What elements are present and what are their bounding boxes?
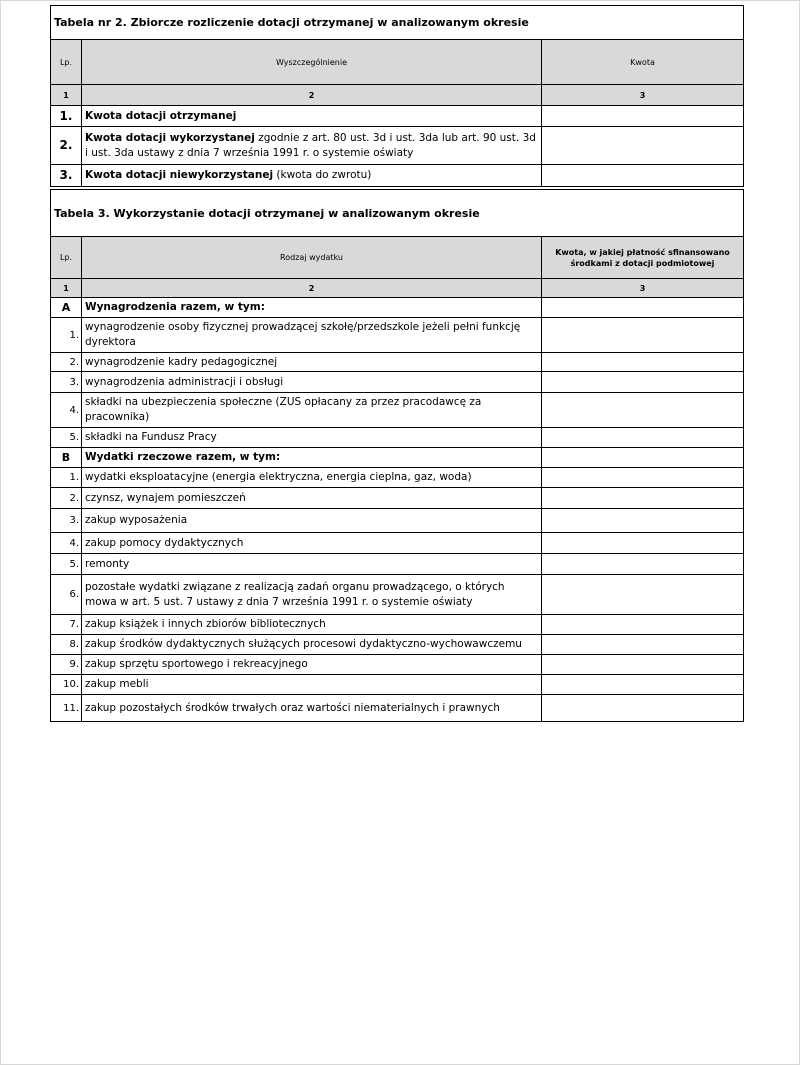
item-description: czynsz, wynajem pomieszczeń	[82, 488, 542, 509]
item-description: wynagrodzenie osoby fizycznej prowadzącej szkołę/przedszkole jeżeli pełni funkcję dyrektora	[82, 318, 542, 353]
amount-cell[interactable]	[542, 575, 744, 615]
amount-cell[interactable]	[542, 448, 744, 468]
table-row	[51, 488, 744, 509]
row-number: 1.	[51, 106, 82, 127]
section-letter: B	[51, 448, 82, 468]
item-description: zakup wyposażenia	[82, 509, 542, 533]
amount-cell[interactable]	[542, 488, 744, 509]
table2-header-lp: Lp.	[51, 40, 82, 85]
item-number: 2.	[51, 488, 82, 509]
table-row	[51, 318, 744, 353]
item-description: zakup mebli	[82, 675, 542, 695]
item-description: remonty	[82, 554, 542, 575]
amount-cell[interactable]	[542, 509, 744, 533]
item-number: 9.	[51, 655, 82, 675]
item-number: 11.	[51, 695, 82, 722]
amount-cell[interactable]	[542, 655, 744, 675]
amount-cell[interactable]	[542, 635, 744, 655]
amount-cell[interactable]	[542, 468, 744, 488]
item-number: 3.	[51, 372, 82, 393]
section-row	[51, 298, 744, 318]
table2-colnum: 2	[82, 85, 542, 106]
item-description: pozostałe wydatki związane z realizacją zadań organu prowadzącego, o których mowa w art. 5 ust. 7 ustawy z dnia 7 września 1991 r. o systemie oświaty	[82, 575, 542, 615]
amount-cell[interactable]	[542, 695, 744, 722]
item-description: zakup pomocy dydaktycznych	[82, 533, 542, 554]
table-row	[51, 353, 744, 372]
amount-cell[interactable]	[542, 298, 744, 318]
amount-cell[interactable]	[542, 353, 744, 372]
row-description	[82, 127, 542, 165]
table-row	[51, 615, 744, 635]
item-description: składki na ubezpieczenia społeczne (ZUS opłacany za przez pracodawcę za pracownika)	[82, 393, 542, 428]
table3-colnum: 2	[82, 279, 542, 298]
amount-cell[interactable]	[542, 127, 744, 165]
item-number: 1.	[51, 318, 82, 353]
section-letter: A	[51, 298, 82, 318]
table3-colnum: 1	[51, 279, 82, 298]
item-description: wynagrodzenia administracji i obsługi	[82, 372, 542, 393]
table3-header-amount: Kwota, w jakiej płatność sfinansowano środkami z dotacji podmiotowej	[542, 237, 744, 279]
row-description-bold: Kwota dotacji otrzymanej	[85, 109, 237, 122]
table3-header-lp: Lp.	[51, 237, 82, 279]
amount-cell[interactable]	[542, 428, 744, 448]
table-row	[51, 554, 744, 575]
row-description-bold: Kwota dotacji wykorzystanej	[85, 131, 255, 144]
amount-cell[interactable]	[542, 615, 744, 635]
item-number: 10.	[51, 675, 82, 695]
amount-cell[interactable]	[542, 165, 744, 187]
row-number: 3.	[51, 165, 82, 187]
item-number: 1.	[51, 468, 82, 488]
item-number: 5.	[51, 554, 82, 575]
item-description: zakup książek i innych zbiorów bibliotecznych	[82, 615, 542, 635]
table2-header-desc: Wyszczególnienie	[82, 40, 542, 85]
item-description: składki na Fundusz Pracy	[82, 428, 542, 448]
row-description-bold: Kwota dotacji niewykorzystanej	[85, 169, 274, 181]
table2-header-amount: Kwota	[542, 40, 744, 85]
table-row	[51, 372, 744, 393]
amount-cell[interactable]	[542, 372, 744, 393]
item-description: zakup środków dydaktycznych służących procesowi dydaktyczno-wychowawczemu	[82, 635, 542, 655]
table2-colnum: 1	[51, 85, 82, 106]
settlement-table	[50, 5, 744, 187]
table-row	[51, 533, 744, 554]
table3-title: Tabela 3. Wykorzystanie dotacji otrzymanej w analizowanym okresie	[51, 190, 744, 237]
table-row	[51, 695, 744, 722]
section-label: Wynagrodzenia razem, w tym:	[82, 298, 542, 318]
amount-cell[interactable]	[542, 318, 744, 353]
table3-colnum: 3	[542, 279, 744, 298]
row-number: 2.	[51, 127, 82, 165]
item-number: 3.	[51, 509, 82, 533]
row-description	[82, 165, 542, 187]
item-number: 8.	[51, 635, 82, 655]
section-label: Wydatki rzeczowe razem, w tym:	[82, 448, 542, 468]
row-description-rest: (kwota do zwrotu)	[273, 169, 372, 181]
table-row	[51, 575, 744, 615]
item-number: 5.	[51, 428, 82, 448]
table-row	[51, 165, 744, 187]
table-row	[51, 428, 744, 448]
section-row	[51, 448, 744, 468]
table-row	[51, 393, 744, 428]
amount-cell[interactable]	[542, 393, 744, 428]
table-row	[51, 127, 744, 165]
table2-colnum: 3	[542, 85, 744, 106]
item-description: wynagrodzenie kadry pedagogicznej	[82, 353, 542, 372]
row-description	[82, 106, 542, 127]
amount-cell[interactable]	[542, 106, 744, 127]
item-number: 2.	[51, 353, 82, 372]
item-number: 4.	[51, 393, 82, 428]
table-row	[51, 655, 744, 675]
amount-cell[interactable]	[542, 675, 744, 695]
table-row	[51, 509, 744, 533]
table-row	[51, 106, 744, 127]
item-description: zakup sprzętu sportowego i rekreacyjnego	[82, 655, 542, 675]
table-row	[51, 675, 744, 695]
table-row	[51, 635, 744, 655]
item-description: zakup pozostałych środków trwałych oraz wartości niematerialnych i prawnych	[82, 695, 542, 722]
table2-title: Tabela nr 2. Zbiorcze rozliczenie dotacji otrzymanej w analizowanym okresie	[51, 6, 744, 40]
amount-cell[interactable]	[542, 554, 744, 575]
table3-header-desc: Rodzaj wydatku	[82, 237, 542, 279]
expenditure-table	[50, 189, 744, 722]
item-number: 6.	[51, 575, 82, 615]
item-description: wydatki eksploatacyjne (energia elektryczna, energia cieplna, gaz, woda)	[82, 468, 542, 488]
item-number: 4.	[51, 533, 82, 554]
row-description-rest: zgodnie z art. 80 ust. 3d i ust. 3da lub art. 90 ust. 3d i ust. 3da ustawy z dnia 7 września 1991 r. o systemie oświaty	[85, 131, 536, 159]
amount-cell[interactable]	[542, 533, 744, 554]
table-row	[51, 468, 744, 488]
item-number: 7.	[51, 615, 82, 635]
